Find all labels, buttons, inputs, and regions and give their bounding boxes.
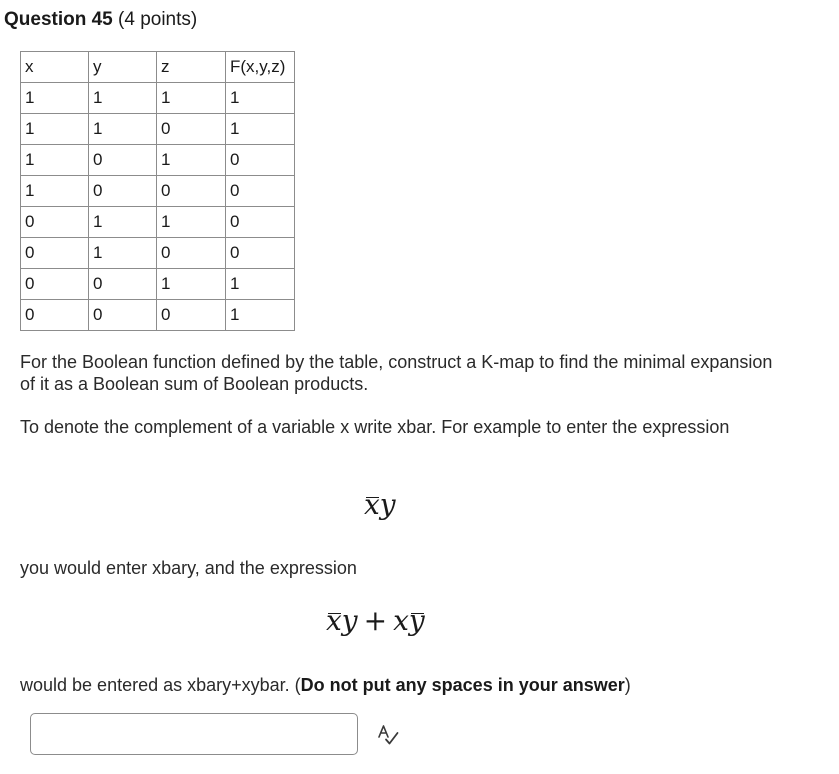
truth-table-row — [21, 238, 295, 269]
math-operator: + — [363, 604, 388, 637]
truth-table-row — [21, 83, 295, 114]
question-title: Question 45 — [4, 9, 113, 30]
entry-instruction-close: ) — [624, 675, 631, 695]
cell-f: 0 — [226, 145, 295, 176]
header-cell-y: y — [89, 52, 157, 83]
cell-x: 1 — [21, 145, 89, 176]
cell-f: 1 — [226, 269, 295, 300]
math-variable: x — [364, 488, 380, 521]
cell-y: 1 — [89, 114, 157, 145]
header-cell-x: x — [21, 52, 89, 83]
header-cell-f: F(x,y,z) — [226, 52, 295, 83]
cell-y: 0 — [89, 269, 157, 300]
cell-y: 1 — [89, 83, 157, 114]
cell-y: 0 — [89, 300, 157, 331]
cell-f: 1 — [226, 300, 295, 331]
cell-z: 1 — [157, 145, 226, 176]
cell-f: 0 — [226, 238, 295, 269]
no-spaces-warning: Do not put any spaces in your answer — [300, 675, 625, 695]
cell-f: 1 — [226, 83, 295, 114]
truth-table-row — [21, 114, 295, 145]
truth-table-row — [21, 300, 295, 331]
cell-f: 0 — [226, 176, 295, 207]
example-expression-2 — [326, 604, 425, 637]
cell-z: 0 — [157, 300, 226, 331]
cell-x: 0 — [21, 269, 89, 300]
truth-table-header-row — [21, 52, 295, 83]
cell-y: 0 — [89, 145, 157, 176]
cell-x: 1 — [21, 114, 89, 145]
cell-z: 0 — [157, 176, 226, 207]
math-variable: y — [408, 604, 425, 637]
math-variable: x — [393, 604, 409, 637]
spellcheck-icon[interactable] — [376, 724, 400, 746]
math-variable: x — [326, 604, 342, 637]
cell-z: 0 — [157, 114, 226, 145]
cell-y: 1 — [89, 238, 157, 269]
cell-f: 0 — [226, 207, 295, 238]
cell-z: 1 — [157, 269, 226, 300]
answer-input[interactable] — [30, 713, 358, 755]
cell-y: 1 — [89, 207, 157, 238]
cell-y: 0 — [89, 176, 157, 207]
truth-table-row — [21, 145, 295, 176]
truth-table — [20, 51, 295, 331]
entry-instruction-paragraph — [20, 674, 780, 696]
cell-x: 1 — [21, 176, 89, 207]
math-variable: y — [379, 488, 396, 521]
example-paragraph: you would enter xbary, and the expression — [20, 558, 357, 578]
entry-instruction-text: would be entered as xbary+xybar. ( — [20, 675, 301, 695]
notation-paragraph: To denote the complement of a variable x write xbar. For example to enter the expression — [20, 417, 730, 437]
header-cell-z: z — [157, 52, 226, 83]
cell-z: 1 — [157, 83, 226, 114]
cell-x: 0 — [21, 207, 89, 238]
question-header — [4, 8, 197, 32]
truth-table-row — [21, 176, 295, 207]
cell-z: 1 — [157, 207, 226, 238]
instruction-paragraph: For the Boolean function defined by the table, construct a K-map to find the minimal expansion of it as a Boolean sum of Boolean products. — [20, 352, 773, 394]
cell-x: 1 — [21, 83, 89, 114]
example-expression-1 — [364, 488, 396, 521]
cell-x: 0 — [21, 300, 89, 331]
cell-z: 0 — [157, 238, 226, 269]
question-points: (4 points) — [118, 9, 198, 30]
cell-x: 0 — [21, 238, 89, 269]
truth-table-row — [21, 269, 295, 300]
math-variable: y — [341, 604, 358, 637]
truth-table-row — [21, 207, 295, 238]
cell-f: 1 — [226, 114, 295, 145]
